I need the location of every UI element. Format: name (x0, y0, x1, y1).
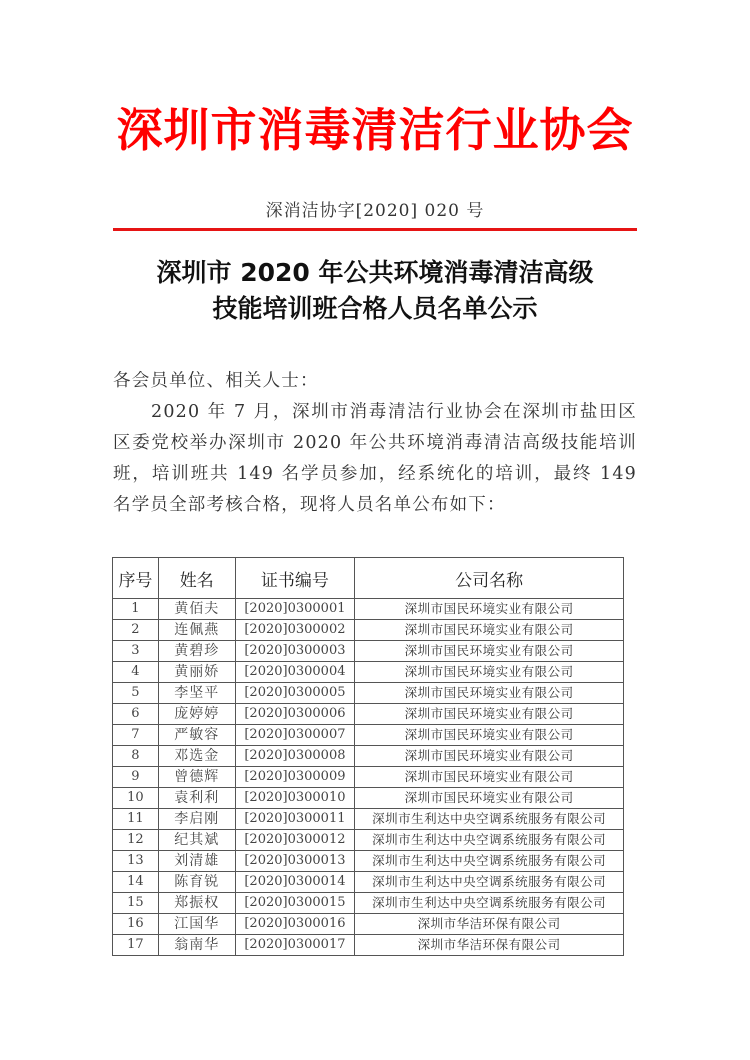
cell-company: 深圳市国民环境实业有限公司 (355, 725, 624, 746)
cell-company: 深圳市华洁环保有限公司 (355, 914, 624, 935)
table-row (113, 830, 624, 851)
cell-name: 黄碧珍 (158, 641, 235, 662)
table-row (113, 872, 624, 893)
cell-seq: 11 (113, 809, 159, 830)
cell-cert: [2020]0300009 (235, 767, 355, 788)
cell-seq: 7 (113, 725, 159, 746)
cell-company: 深圳市生利达中央空调系统服务有限公司 (355, 872, 624, 893)
table-row (113, 809, 624, 830)
cell-name: 严敏容 (158, 725, 235, 746)
cell-name: 李启刚 (158, 809, 235, 830)
header-divider (113, 228, 637, 231)
table-row (113, 620, 624, 641)
table-body (113, 599, 624, 956)
cell-seq: 14 (113, 872, 159, 893)
cell-cert: [2020]0300003 (235, 641, 355, 662)
cell-company: 深圳市国民环境实业有限公司 (355, 788, 624, 809)
document-title (0, 255, 750, 327)
table-row (113, 788, 624, 809)
cell-seq: 17 (113, 935, 159, 956)
cell-cert: [2020]0300001 (235, 599, 355, 620)
organization-header: 深圳市消毒清洁行业协会 (116, 103, 634, 157)
title-line-2: 技能培训班合格人员名单公示 (212, 294, 538, 323)
cell-name: 庞婷婷 (158, 704, 235, 725)
cell-cert: [2020]0300012 (235, 830, 355, 851)
salutation: 各会员单位、相关人士： (113, 371, 319, 391)
cell-seq: 16 (113, 914, 159, 935)
table-row (113, 767, 624, 788)
table-row (113, 662, 624, 683)
cell-company: 深圳市国民环境实业有限公司 (355, 704, 624, 725)
cell-seq: 3 (113, 641, 159, 662)
table-row (113, 641, 624, 662)
cell-company: 深圳市国民环境实业有限公司 (355, 662, 624, 683)
cell-company: 深圳市国民环境实业有限公司 (355, 641, 624, 662)
cell-name: 黄佰夫 (158, 599, 235, 620)
cell-company: 深圳市国民环境实业有限公司 (355, 683, 624, 704)
cell-company: 深圳市国民环境实业有限公司 (355, 746, 624, 767)
cell-cert: [2020]0300011 (235, 809, 355, 830)
cell-company: 深圳市生利达中央空调系统服务有限公司 (355, 809, 624, 830)
table-row (113, 935, 624, 956)
table-row (113, 914, 624, 935)
column-header-seq: 序号 (113, 558, 159, 599)
cell-name: 曾德辉 (158, 767, 235, 788)
cell-company: 深圳市生利达中央空调系统服务有限公司 (355, 893, 624, 914)
column-header-name: 姓名 (158, 558, 235, 599)
cell-name: 李坚平 (158, 683, 235, 704)
cell-name: 刘清雄 (158, 851, 235, 872)
cell-company: 深圳市华洁环保有限公司 (355, 935, 624, 956)
cell-cert: [2020]0300008 (235, 746, 355, 767)
cell-name: 黄丽娇 (158, 662, 235, 683)
cell-cert: [2020]0300013 (235, 851, 355, 872)
table-row (113, 599, 624, 620)
cell-seq: 4 (113, 662, 159, 683)
cell-name: 连佩燕 (158, 620, 235, 641)
document-number: 深消洁协字[2020] 020 号 (265, 201, 485, 221)
cell-seq: 10 (113, 788, 159, 809)
table-row (113, 893, 624, 914)
cell-company: 深圳市国民环境实业有限公司 (355, 767, 624, 788)
cell-seq: 1 (113, 599, 159, 620)
cell-company: 深圳市生利达中央空调系统服务有限公司 (355, 830, 624, 851)
cell-cert: [2020]0300004 (235, 662, 355, 683)
cell-cert: [2020]0300015 (235, 893, 355, 914)
cell-name: 翁南华 (158, 935, 235, 956)
cell-name: 江国华 (158, 914, 235, 935)
body-text (113, 366, 637, 521)
cell-name: 邓选金 (158, 746, 235, 767)
table-row (113, 704, 624, 725)
cell-seq: 15 (113, 893, 159, 914)
cell-cert: [2020]0300014 (235, 872, 355, 893)
cell-name: 郑振权 (158, 893, 235, 914)
cell-name: 纪其斌 (158, 830, 235, 851)
cell-cert: [2020]0300002 (235, 620, 355, 641)
announcement-paragraph: 2020 年 7 月，深圳市消毒清洁行业协会在深圳市盐田区区委党校举办深圳市 2020 年公共环境消毒清洁高级技能培训班，培训班共 149 名学员参加，经系统化的培训，最终 149 名学员全部考核合格，现将人员名单公布如下： (113, 402, 637, 515)
cell-seq: 12 (113, 830, 159, 851)
cell-cert: [2020]0300010 (235, 788, 355, 809)
cell-cert: [2020]0300016 (235, 914, 355, 935)
table-row (113, 683, 624, 704)
title-line-1: 深圳市 2020 年公共环境消毒清洁高级 (156, 258, 594, 287)
cell-seq: 5 (113, 683, 159, 704)
cell-cert: [2020]0300005 (235, 683, 355, 704)
table-header-row (113, 558, 624, 599)
cell-company: 深圳市生利达中央空调系统服务有限公司 (355, 851, 624, 872)
qualified-personnel-table (112, 557, 624, 956)
table-row (113, 725, 624, 746)
column-header-company: 公司名称 (355, 558, 624, 599)
cell-company: 深圳市国民环境实业有限公司 (355, 599, 624, 620)
cell-seq: 6 (113, 704, 159, 725)
cell-name: 陈育锐 (158, 872, 235, 893)
cell-cert: [2020]0300007 (235, 725, 355, 746)
column-header-cert: 证书编号 (235, 558, 355, 599)
cell-company: 深圳市国民环境实业有限公司 (355, 620, 624, 641)
cell-seq: 8 (113, 746, 159, 767)
cell-cert: [2020]0300017 (235, 935, 355, 956)
cell-seq: 2 (113, 620, 159, 641)
table-row (113, 851, 624, 872)
cell-cert: [2020]0300006 (235, 704, 355, 725)
cell-name: 袁利利 (158, 788, 235, 809)
cell-seq: 13 (113, 851, 159, 872)
cell-seq: 9 (113, 767, 159, 788)
table-row (113, 746, 624, 767)
